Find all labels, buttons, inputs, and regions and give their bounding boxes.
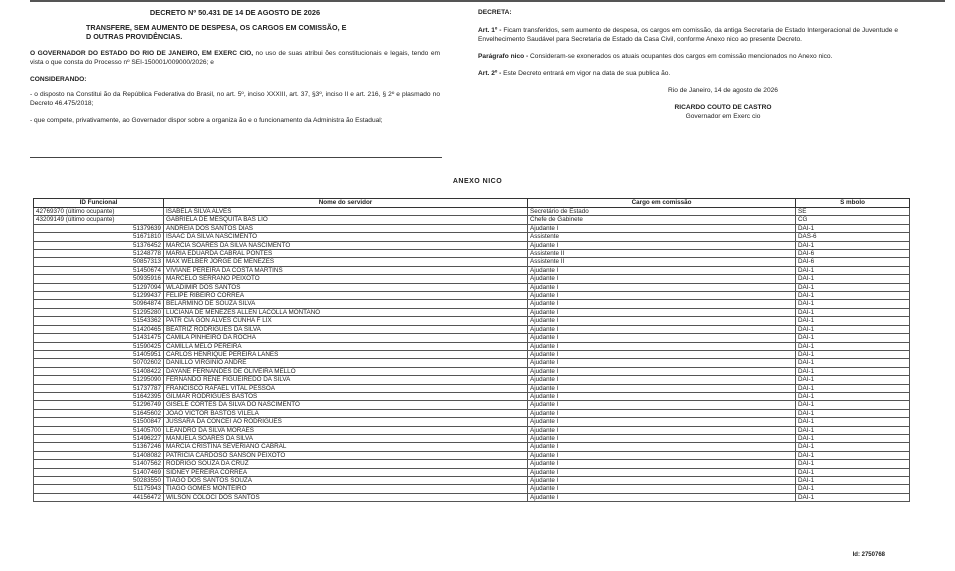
table-row [34,443,910,451]
table-row [34,325,910,333]
cell-simbolo: DAI-1 [796,418,910,426]
article-1-label: Art. 1º - [478,27,502,34]
table-row [34,426,910,434]
cell-id-funcional: 51450674 [34,266,164,274]
left-column [30,8,440,133]
table-row [34,485,910,493]
cell-simbolo: DAI-1 [796,342,910,350]
cell-cargo: Ajudante I [528,359,796,367]
header-cargo-comissao: Cargo em comissão [528,199,796,208]
cell-simbolo: DAI-1 [796,350,910,358]
cell-cargo: Ajudante I [528,275,796,283]
cell-id-funcional: 51737787 [34,384,164,392]
table-row [34,384,910,392]
cell-nome-servidor: WILSON COLOCI DOS SANTOS [164,493,528,501]
signature-date: Rio de Janeiro, 14 de agosto de 2026 [668,87,778,94]
cell-id-funcional: 51645602 [34,409,164,417]
cell-cargo: Ajudante I [528,317,796,325]
cell-cargo: Ajudante I [528,384,796,392]
header-nome-servidor: Nome do servidor [164,199,528,208]
cell-id-funcional: 51642395 [34,392,164,400]
paragrafo-unico [478,52,898,61]
cell-simbolo: DAI-1 [796,392,910,400]
cell-id-funcional: 51543362 [34,317,164,325]
table-row [34,418,910,426]
table-row [34,477,910,485]
cell-cargo: Ajudante I [528,418,796,426]
cell-id-funcional: 51590425 [34,342,164,350]
cell-id-funcional: 51367246 [34,443,164,451]
considerando-item-1: - o disposto na Constitui ão da República Federativa do Brasil, no art. 5º, inciso XXXIII, art. 37, §3º, inciso II e art. 216, § 2º e plasmado no Decreto 46.475/2018; [30,91,440,107]
table-row [34,250,910,258]
cell-nome-servidor: JOÃO VICTOR BASTOS VILELA [164,409,528,417]
cell-id-funcional: 51175943 [34,485,164,493]
cell-simbolo: DAI-1 [796,426,910,434]
cell-nome-servidor: MAX WELBER JORGE DE MENEZES [164,258,528,266]
article-2-text: Este Decreto entrará em vigor na data de sua publica ão. [501,70,671,77]
cell-nome-servidor: MANUELA SOARES DA SILVA [164,434,528,442]
cell-cargo: Ajudante I [528,477,796,485]
cell-simbolo: DAI-1 [796,401,910,409]
cell-nome-servidor: LEANDRO DA SILVA MORAES [164,426,528,434]
cell-nome-servidor: GILMAR RODRIGUES BASTOS [164,392,528,400]
cell-cargo: Chefe de Gabinete [528,216,796,224]
cell-cargo: Ajudante I [528,493,796,501]
cell-id-funcional: 44156472 [34,493,164,501]
cell-cargo: Ajudante I [528,443,796,451]
cell-nome-servidor: TIAGO DOS SANTOS SOUZA [164,477,528,485]
table-row [34,266,910,274]
table-row [34,258,910,266]
cell-id-funcional: 51496227 [34,434,164,442]
cell-cargo: Ajudante I [528,334,796,342]
signer-role: Governador em Exerc cio [685,113,761,120]
cell-id-funcional: 50935916 [34,275,164,283]
cell-cargo: Ajudante I [528,401,796,409]
document-id: Id: 2750768 [852,552,885,558]
cell-cargo: Ajudante I [528,485,796,493]
cell-nome-servidor: MARCIA CRISTINA SEVERIANO CABRAL [164,443,528,451]
table-row [34,401,910,409]
cell-simbolo: DAI-1 [796,325,910,333]
cell-nome-servidor: FERNANDO RENE FIGUEIREDO DA SILVA [164,376,528,384]
cell-id-funcional: 51297094 [34,283,164,291]
table-row [34,359,910,367]
cell-id-funcional: 51376452 [34,241,164,249]
table-row [34,334,910,342]
table-row [34,376,910,384]
cell-id-funcional: 51405700 [34,426,164,434]
cell-cargo: Ajudante I [528,292,796,300]
cell-cargo: Ajudante I [528,300,796,308]
cell-simbolo: DAI-6 [796,250,910,258]
table-row [34,300,910,308]
cell-nome-servidor: DAYANE FERNANDES DE OLIVEIRA MELLO [164,367,528,375]
table-row [34,292,910,300]
cell-nome-servidor: ISABELA SILVA ALVES [164,208,528,216]
cell-nome-servidor: FRANCISCO RAFAEL VITAL PESSOA [164,384,528,392]
cell-simbolo: DAI-1 [796,384,910,392]
cell-simbolo: DAI-1 [796,485,910,493]
cell-nome-servidor: MARIA EDUARDA CABRAL PONTES [164,250,528,258]
decree-ementa [30,23,440,41]
right-column [478,8,898,121]
cell-id-funcional: 51295090 [34,376,164,384]
cell-cargo: Ajudante I [528,409,796,417]
cell-nome-servidor: GABRIELA DE MESQUITA BAS LIO [164,216,528,224]
table-row [34,275,910,283]
cell-nome-servidor: BEATRIZ RODRIGUES DA SILVA [164,325,528,333]
cell-nome-servidor: PATRICIA CARDOSO SANSON PEIXOTO [164,451,528,459]
cell-nome-servidor: MARCIA SOARES DA SILVA NASCIMENTO [164,241,528,249]
annex-header-row [34,199,910,208]
cell-nome-servidor: JUSSARA DA CONCEI ÃO RODRIGUES [164,418,528,426]
cell-simbolo: DAI-1 [796,317,910,325]
cell-nome-servidor: CAMILA PINHEIRO DA ROCHA [164,334,528,342]
table-row [34,216,910,224]
article-1 [478,26,898,44]
table-row [34,392,910,400]
signer-name: RICARDO COUTO DE CASTRO [674,104,772,111]
table-row [34,308,910,316]
annex-table [33,198,910,502]
cell-id-funcional: 51405951 [34,350,164,358]
cell-cargo: Ajudante I [528,468,796,476]
cell-cargo: Ajudante I [528,367,796,375]
governor-preamble-text: no uso de suas atribui ões constitucionais e legais, tendo em vista o que consta do Processo nº SEI-150001/009000/2026; e [30,50,440,66]
cell-cargo: Ajudante I [528,460,796,468]
cell-nome-servidor: ISAAC DA SILVA NASCIMENTO [164,233,528,241]
table-row [34,342,910,350]
cell-id-funcional: 50964874 [34,300,164,308]
left-column-rule [30,157,442,158]
table-row [34,317,910,325]
cell-cargo: Ajudante I [528,325,796,333]
governor-preamble [30,49,440,67]
table-row [34,208,910,216]
cell-simbolo: DAI-1 [796,308,910,316]
cell-id-funcional: 50283550 [34,477,164,485]
cell-nome-servidor: GISELE CORTES DA SILVA DO NASCIMENTO [164,401,528,409]
cell-id-funcional: 51431475 [34,334,164,342]
cell-simbolo: CG [796,216,910,224]
cell-id-funcional: 50702602 [34,359,164,367]
annex-table-body [34,208,910,502]
decreta-heading: DECRETA: [478,9,512,16]
cell-nome-servidor: TIAGO GOMES MONTEIRO [164,485,528,493]
cell-nome-servidor: ANDREIA DOS SANTOS DIAS [164,224,528,232]
cell-simbolo: DAI-1 [796,334,910,342]
cell-nome-servidor: BELARMINO DE SOUZA SILVA [164,300,528,308]
table-row [34,350,910,358]
cell-nome-servidor: FELIPE RIBEIRO CORREA [164,292,528,300]
cell-simbolo: SE [796,208,910,216]
cell-simbolo: DAI-1 [796,359,910,367]
article-2-label: Art. 2º - [478,70,502,77]
cell-simbolo: DAI-1 [796,477,910,485]
table-row [34,434,910,442]
ementa-line-1: TRANSFERE, SEM AUMENTO DE DESPESA, OS CARGOS EM COMISSÃO, E [86,23,347,32]
table-row [34,241,910,249]
cell-simbolo: DAI-1 [796,460,910,468]
table-row [34,409,910,417]
governor-preamble-bold: O GOVERNADOR DO ESTADO DO RIO DE JANEIRO, EM EXERC CIO, [30,50,254,57]
table-row [34,283,910,291]
cell-cargo: Ajudante I [528,451,796,459]
table-row [34,460,910,468]
cell-cargo: Ajudante I [528,376,796,384]
cell-nome-servidor: WLADIMIR DOS SANTOS [164,283,528,291]
cell-id-funcional: 51500847 [34,418,164,426]
cell-id-funcional: 51407469 [34,468,164,476]
decree-title: DECRETO Nº 50.431 DE 14 DE AGOSTO DE 2026 [149,8,321,17]
article-1-text: Ficam transferidos, sem aumento de despesa, os cargos em comissão, da antiga Secretaria de Estado Intergeracional de Juventude e Envelhecimento Saudável para Secretaria de Estado da Casa Civil, conforme Anexo nico ao presente Decreto. [478,27,898,43]
cell-cargo: Ajudante I [528,392,796,400]
cell-cargo: Assistente [528,233,796,241]
considerando-heading: CONSIDERANDO: [30,76,87,83]
table-row [34,367,910,375]
cell-cargo: Ajudante I [528,241,796,249]
cell-simbolo: DAI-1 [796,300,910,308]
table-row [34,451,910,459]
cell-simbolo: DAI-1 [796,409,910,417]
cell-simbolo: DAI-1 [796,443,910,451]
cell-simbolo: DAI-1 [796,224,910,232]
paragrafo-text: Consideram-se exonerados os atuais ocupantes dos cargos em comissão mencionados no Anexo nico. [528,53,833,60]
cell-id-funcional: 42769370 (último ocupante) [34,208,164,216]
cell-id-funcional: 51420465 [34,325,164,333]
cell-id-funcional: 43209149 (último ocupante) [34,216,164,224]
top-rule [30,0,945,2]
table-row [34,493,910,501]
cell-cargo: Ajudante I [528,283,796,291]
cell-id-funcional: 51248778 [34,250,164,258]
cell-cargo: Ajudante I [528,342,796,350]
cell-simbolo: DAI-1 [796,434,910,442]
cell-simbolo: DAI-1 [796,266,910,274]
cell-cargo: Ajudante I [528,434,796,442]
cell-simbolo: DAI-1 [796,275,910,283]
cell-cargo: Ajudante I [528,224,796,232]
considerando-item-2: - que compete, privativamente, ao Governador dispor sobre a organiza ão e o funcionamento da Administra ão Estadual; [30,117,383,124]
cell-nome-servidor: MARCELO SERRANO PEIXOTO [164,275,528,283]
cell-simbolo: DAI-1 [796,451,910,459]
cell-cargo: Ajudante I [528,266,796,274]
cell-cargo: Ajudante I [528,308,796,316]
cell-nome-servidor: SIDNEY PEREIRA CORREA [164,468,528,476]
cell-simbolo: DAI-1 [796,283,910,291]
cell-id-funcional: 51296749 [34,401,164,409]
cell-id-funcional: 50857313 [34,258,164,266]
ementa-line-2: D OUTRAS PROVIDÊNCIAS. [86,32,183,41]
cell-cargo: Ajudante I [528,350,796,358]
cell-simbolo: DAI-6 [796,258,910,266]
annex-title: ANEXO NICO [452,178,503,185]
cell-simbolo: DAI-1 [796,468,910,476]
cell-id-funcional: 51295280 [34,308,164,316]
table-row [34,224,910,232]
cell-simbolo: DAS-6 [796,233,910,241]
cell-simbolo: DAI-1 [796,376,910,384]
cell-nome-servidor: PATR CIA GON ALVES CUNHA F LIX [164,317,528,325]
cell-nome-servidor: LUCIANA DE MENEZES ALLEN LACOLLA MONTANO [164,308,528,316]
cell-simbolo: DAI-1 [796,367,910,375]
cell-id-funcional: 51407562 [34,460,164,468]
cell-cargo: Secretário de Estado [528,208,796,216]
cell-id-funcional: 51671810 [34,233,164,241]
cell-nome-servidor: RODRIGO SOUZA DA CRUZ [164,460,528,468]
cell-id-funcional: 51299437 [34,292,164,300]
cell-cargo: Assistente II [528,250,796,258]
cell-nome-servidor: CARLOS HENRIQUE PEREIRA LANES [164,350,528,358]
cell-simbolo: DAI-1 [796,292,910,300]
table-row [34,468,910,476]
article-2 [478,69,898,78]
cell-id-funcional: 51408082 [34,451,164,459]
header-simbolo: S mbolo [796,199,910,208]
cell-id-funcional: 51379639 [34,224,164,232]
cell-cargo: Ajudante I [528,426,796,434]
cell-simbolo: DAI-1 [796,493,910,501]
header-id-funcional: ID Funcional [34,199,164,208]
cell-cargo: Assistente II [528,258,796,266]
cell-simbolo: DAI-1 [796,241,910,249]
cell-nome-servidor: VIVIANE PEREIRA DA COSTA MARTINS [164,266,528,274]
paragrafo-label: Parágrafo nico - [478,53,529,60]
cell-id-funcional: 51408422 [34,367,164,375]
cell-nome-servidor: DANILLO VIRGINIO ANDRE [164,359,528,367]
cell-nome-servidor: CAMILLA MELO PEREIRA [164,342,528,350]
table-row [34,233,910,241]
